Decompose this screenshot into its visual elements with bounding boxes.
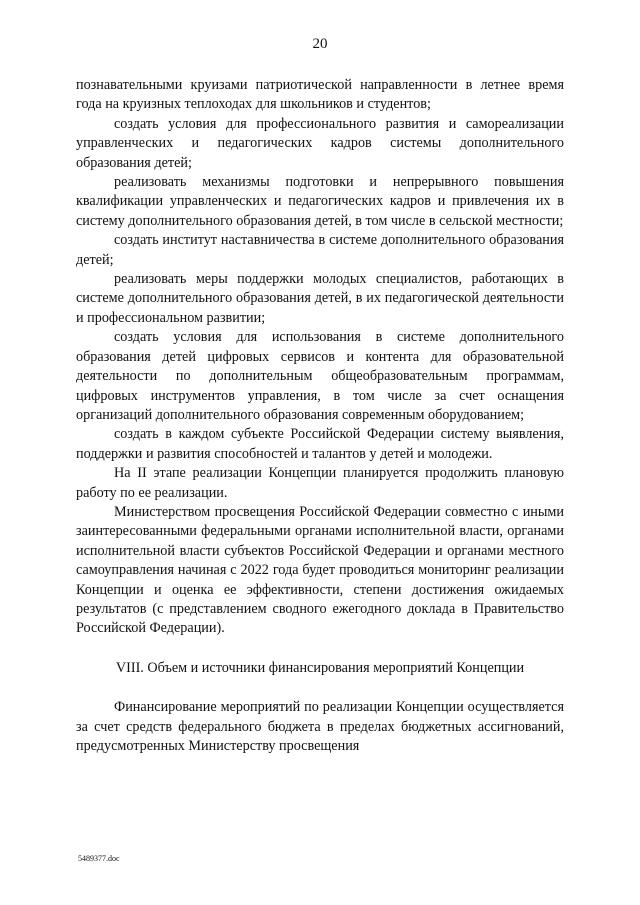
footer-filename: 5489377.doc bbox=[78, 854, 120, 863]
paragraph-monitoring: Министерством просвещения Российской Федерации совместно с иными заинтересованными федеральными органами исполнительной власти, органами исполнительной власти субъектов Российской Федерации и органами местного самоуправления начиная с 2022 года будет проводиться мониторинг реализации Концепции и оценка ее эффективности, степени достижения ожидаемых результатов (с представлением сводного ежегодного доклада в Правительство Российской Федерации). bbox=[76, 503, 564, 637]
page-number: 20 bbox=[312, 36, 328, 52]
paragraph-talent-system: создать в каждом субъекте Российской Федерации систему выявления, поддержки и развития способностей и талантов у детей и молодежи. bbox=[76, 426, 564, 462]
paragraph-stage-two: На II этапе реализации Концепции планируется продолжить плановую работу по ее реализации. bbox=[76, 465, 564, 501]
paragraph-continuation: познавательными круизами патриотической направленности в летнее время года на круизных теплоходах для школьников и студентов; bbox=[76, 77, 564, 113]
section-heading: VIII. Объем и источники финансирования мероприятий Концепции bbox=[115, 659, 525, 676]
paragraph-financing: Финансирование мероприятий по реализации Концепции осуществляется за счет средств федерального бюджета в пределах бюджетных ассигнований, предусмотренных Министерству просвещения bbox=[76, 699, 564, 754]
paragraph-professional-development: создать условия для профессионального развития и самореализации управленческих и педагогических кадров системы дополнительного образования детей; bbox=[76, 115, 564, 171]
paragraph-mentorship: создать институт наставничества в системе дополнительного образования детей; bbox=[76, 232, 564, 268]
document-body bbox=[76, 76, 564, 756]
paragraph-training-mechanisms: реализовать механизмы подготовки и непрерывного повышения квалификации управленческих и педагогических кадров и привлечения их в систему дополнительного образования детей, в том числе в сельской местности; bbox=[76, 174, 564, 229]
paragraph-young-specialists: реализовать меры поддержки молодых специалистов, работающих в системе дополнительного образования детей, в их педагогической деятельности и профессиональном развитии; bbox=[76, 271, 564, 326]
paragraph-digital-services: создать условия для использования в системе дополнительного образования детей цифровых сервисов и контента для образовательной деятельности по дополнительным общеобразовательным программам, цифровых инструментов управления, в том числе за счет оснащения организаций дополнительного образования современным оборудованием; bbox=[76, 329, 564, 423]
